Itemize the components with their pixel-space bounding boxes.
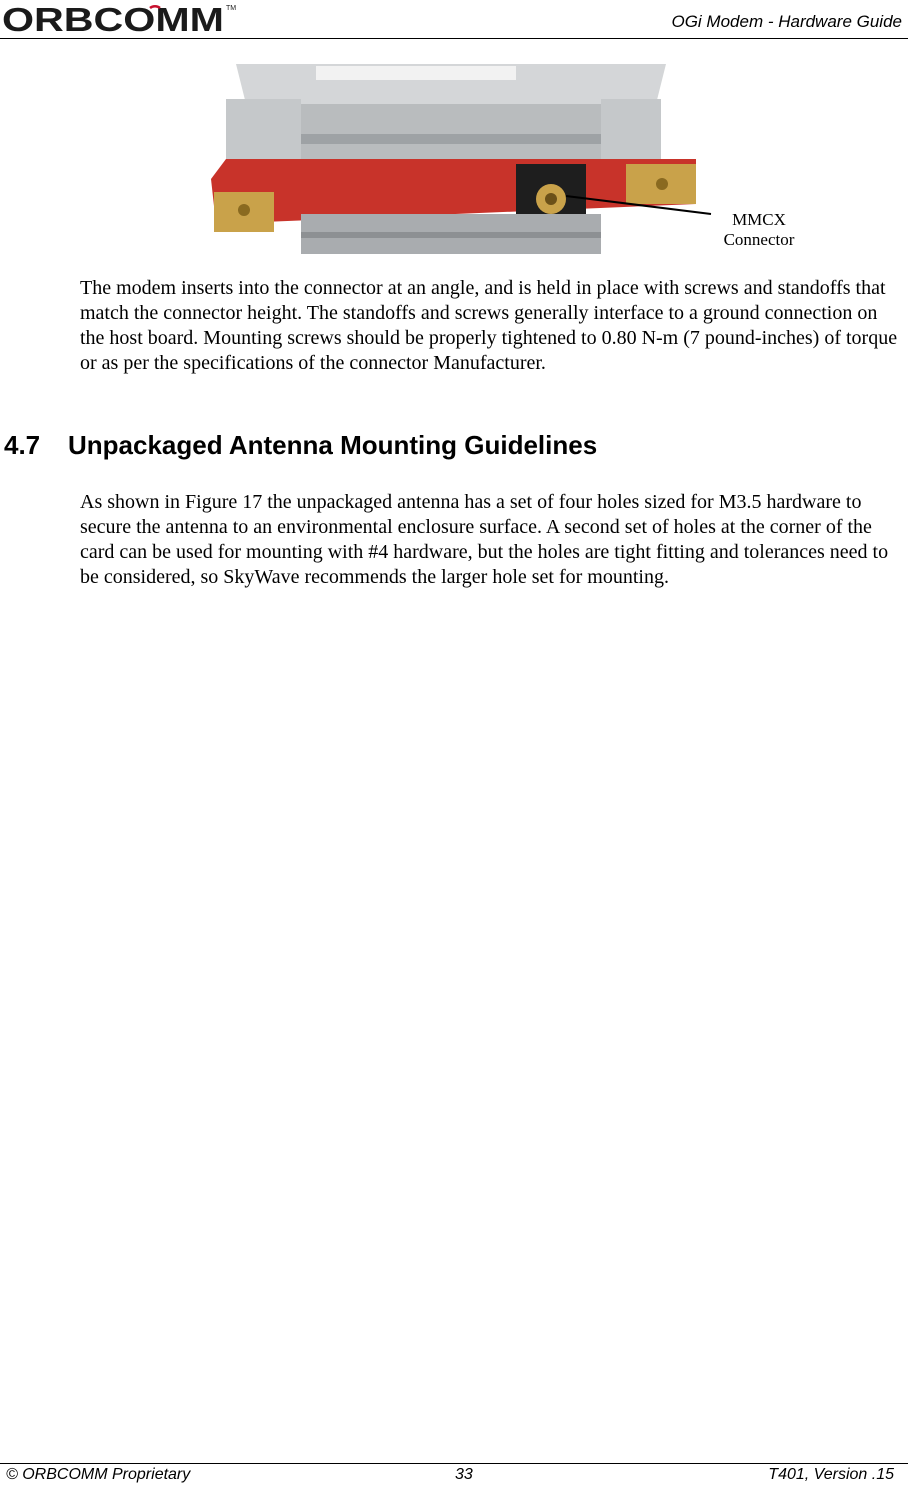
orbcomm-logo	[0, 0, 240, 38]
section-title: Unpackaged Antenna Mounting Guidelines	[68, 430, 598, 460]
section-number: 4.7	[4, 430, 41, 460]
callout-line1: MMCX	[732, 210, 786, 229]
paragraph-antenna: As shown in Figure 17 the unpackaged antenna has a set of four holes sized for M3.5 hardware to secure the antenna to an environmental enclosure surface. A second set of holes at the corner of the card can be used for mounting with #4 hardware, but the holes are tight fitting and tolerances need to be considered, so SkyWave recommends the larger hole set for mounting.	[80, 491, 889, 588]
svg-text:ORBCOMM: ORBCOMM	[2, 1, 224, 38]
footer-copyright: © ORBCOMM Proprietary	[6, 1466, 191, 1483]
svg-text:TM: TM	[226, 5, 237, 12]
header-divider	[0, 38, 908, 39]
callout-line2: Connector	[723, 230, 795, 249]
footer-divider	[0, 1463, 908, 1464]
page-number: 33	[455, 1466, 473, 1483]
section-heading	[4, 430, 597, 461]
paragraph-mounting: The modem inserts into the connector at an angle, and is held in place with screws and standoffs that match the connector height. The standoffs and screws generally interface to a ground connection on the host board. Mounting screws should be properly tightened to 0.80 N-m (7 pound-inches) of torque or as per the specifications of the connector Manufacturer.	[80, 277, 898, 374]
document-version: T401, Version .15	[768, 1466, 894, 1483]
mmcx-connector-callout	[716, 210, 802, 250]
modem-photo	[196, 64, 713, 260]
document-title: OGi Modem - Hardware Guide	[671, 12, 902, 31]
